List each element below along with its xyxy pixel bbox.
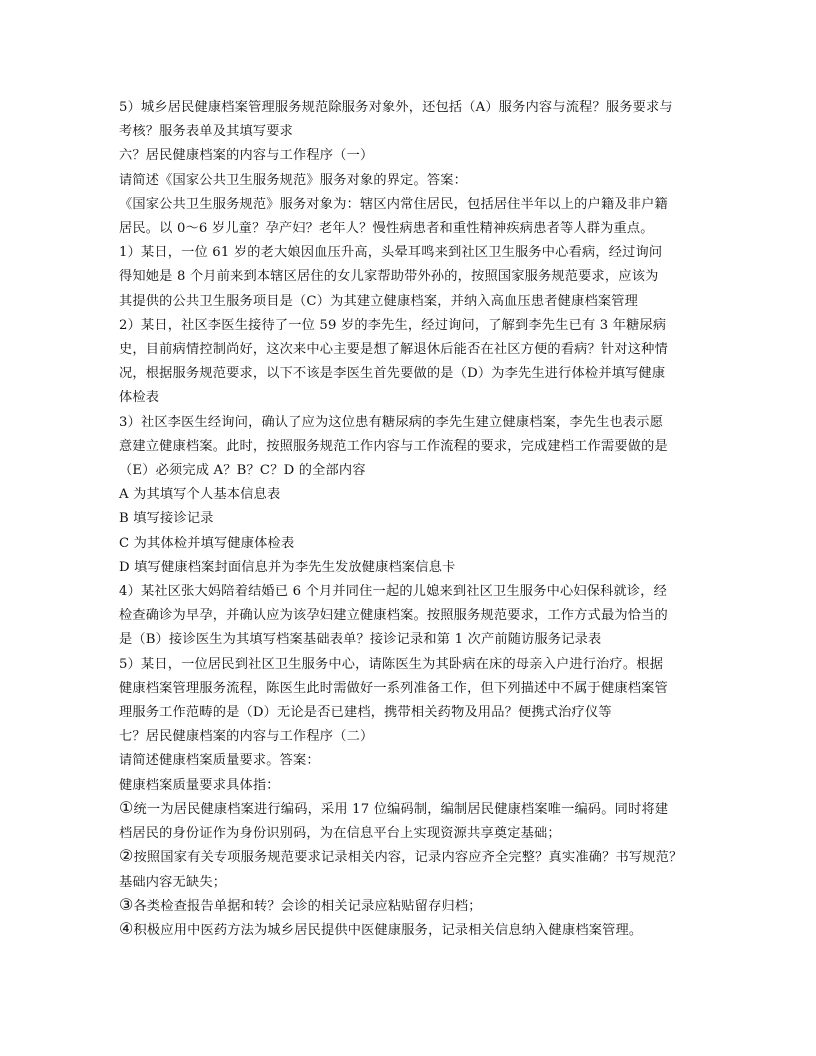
- line: （E）必须完成 A？B？C？D 的全部内容: [119, 463, 366, 479]
- section-heading: 六？居民健康档案的内容与工作程序（一）: [119, 148, 374, 164]
- numbered-item-line: ③各类检查报告单据和转？会诊的相关记录应粘贴留存归档；: [119, 894, 482, 914]
- line: 体检表: [119, 390, 160, 406]
- line: 理服务工作范畴的是（D）无论是否已建档，携带相关药物及用品？便携式治疗仪等: [119, 705, 612, 721]
- numbered-item-line: 基础内容无缺失；: [119, 874, 227, 890]
- option-b: B 填写接诊记录: [119, 511, 214, 527]
- numbered-item-line: ①统一为居民健康档案进行编码，采用 17 位编码制，编制居民健康档案唯一编码。同时将建: [119, 797, 669, 817]
- document-body: [119, 96, 697, 943]
- numbered-item-line: ②按照国家有关专项服务规范要求记录相关内容，记录内容应齐全完整？真实准确？书写规范？: [119, 846, 683, 866]
- line: 健康档案管理服务流程，陈医生此时需做好一系列准备工作，但下列描述中不属于健康档案管: [119, 680, 668, 696]
- question: 请简述健康档案质量要求。答案：: [119, 753, 320, 769]
- line: 是（B）接诊医生为其填写档案基础表单？接诊记录和第 1 次产前随访服务记录表: [119, 632, 602, 648]
- numbered-item-line: 档居民的身份证作为身份识别码，为在信息平台上实现资源共享奠定基础；: [119, 826, 561, 842]
- line: 3）社区李医生经询问，确认了应为这位患有糖尿病的李先生建立健康档案，李先生也表示愿: [119, 414, 664, 430]
- line: 得知她是 8 个月前来到本辖区居住的女儿家帮助带外孙的，按照国家服务规范要求，应该为: [119, 269, 659, 285]
- option-c: C 为其体检并填写健康体检表: [119, 535, 295, 551]
- line: 健康档案质量要求具体指：: [119, 777, 280, 793]
- line: 5）某日，一位居民到社区卫生服务中心，请陈医生为其卧病在床的母亲入户进行治疗。根据: [119, 656, 664, 672]
- line: 4）某社区张大妈陪着结婚已 6 个月并同住一起的儿媳来到社区卫生服务中心妇保科就诊，经: [119, 584, 668, 600]
- circled-number: ①: [119, 797, 134, 817]
- line: 其提供的公共卫生服务项目是（C）为其建立健康档案，并纳入高血压患者健康档案管理: [119, 293, 639, 309]
- line: 5）城乡居民健康档案管理服务规范除服务对象外，还包括（A）服务内容与流程？服务要求与: [119, 100, 673, 115]
- option-d: D 填写健康档案封面信息并为李先生发放健康档案信息卡: [119, 559, 456, 575]
- line: 考核？服务表单及其填写要求: [119, 124, 294, 140]
- line: 史，目前病情控制尚好，这次来中心主要是想了解退休后能否在社区方便的看病？针对这种情: [119, 342, 668, 358]
- circled-number: ④: [119, 918, 134, 938]
- line: 《国家公共卫生服务规范》服务对象为：辖区内常住居民，包括居住半年以上的户籍及非户籍: [119, 196, 668, 212]
- line: 意建立健康档案。此时，按照服务规范工作内容与工作流程的要求，完成建档工作需要做的是: [119, 438, 668, 454]
- line: 2）某日，社区李医生接待了一位 59 岁的李先生，经过询问，了解到李先生已有 3 年糖尿病: [119, 317, 667, 333]
- option-a: A 为其填写个人基本信息表: [119, 487, 281, 503]
- line: 1）某日，一位 61 岁的老大娘因血压升高，头晕耳鸣来到社区卫生服务中心看病，经过询问: [119, 245, 663, 261]
- line: 居民。以 0～6 岁儿童？孕产妇？老年人？慢性病患者和重性精神疾病患者等人群为重点。: [119, 221, 654, 237]
- line: 况，根据服务规范要求，以下不该是李医生首先要做的是（D）为李先生进行体检并填写健康: [119, 366, 666, 382]
- section-heading: 七？居民健康档案的内容与工作程序（二）: [119, 729, 374, 745]
- question: 请简述《国家公共卫生服务规范》服务对象的界定。答案：: [119, 172, 468, 188]
- circled-number: ③: [119, 894, 134, 914]
- circled-number: ②: [119, 846, 134, 866]
- numbered-item-line: ④积极应用中医药方法为城乡居民提供中医健康服务，记录相关信息纳入健康档案管理。: [119, 918, 643, 938]
- line: 检查确诊为早孕，并确认应为该孕妇建立健康档案。按照服务规范要求，工作方式最为恰当的: [119, 608, 668, 624]
